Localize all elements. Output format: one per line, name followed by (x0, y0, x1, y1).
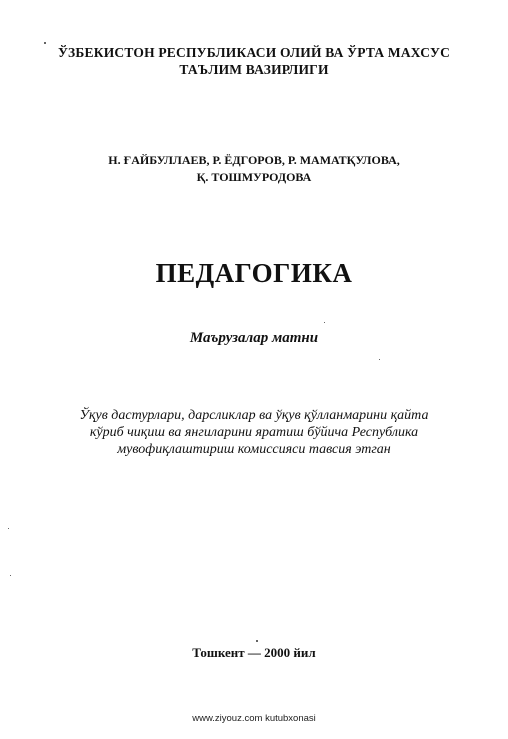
watermark-link[interactable]: www.ziyouz.com kutubxonasi (192, 713, 316, 724)
authors-line-2: Қ. ТОШМУРОДОВА (196, 170, 312, 184)
book-title: ПЕДАГОГИКА (155, 258, 353, 288)
recommendation-note (0, 407, 508, 458)
scan-speck (10, 575, 11, 576)
authors (0, 152, 508, 186)
ministry-heading (0, 44, 508, 78)
scan-speck (324, 322, 325, 323)
book-subtitle: Маърузалар матни (189, 330, 319, 346)
authors-line-1: Н. ҒАЙБУЛЛАЕВ, Р. ЁДГОРОВ, Р. МАМАТҚУЛОВА, (108, 153, 400, 167)
scan-speck (256, 640, 258, 642)
imprint: Тошкент — 2000 йил (192, 645, 316, 660)
scan-speck (379, 359, 380, 360)
recommendation-line-2: кўриб чиқиш ва янгиларини яратиш бўйича Республика (89, 425, 419, 440)
scan-speck (44, 42, 46, 44)
scan-speck (8, 528, 9, 529)
ministry-line-1: ЎЗБЕКИСТОН РЕСПУБЛИКАСИ ОЛИЙ ВА ЎРТА МАХСУС (57, 45, 451, 60)
recommendation-line-1: Ўқув дастурлари, дарсликлар ва ўқув қўлланмарини қайта (79, 408, 429, 423)
ministry-line-2: ТАЪЛИМ ВАЗИРЛИГИ (179, 62, 329, 77)
recommendation-line-3: мувофиқлаштириш комиссияси тавсия этган (117, 442, 391, 457)
